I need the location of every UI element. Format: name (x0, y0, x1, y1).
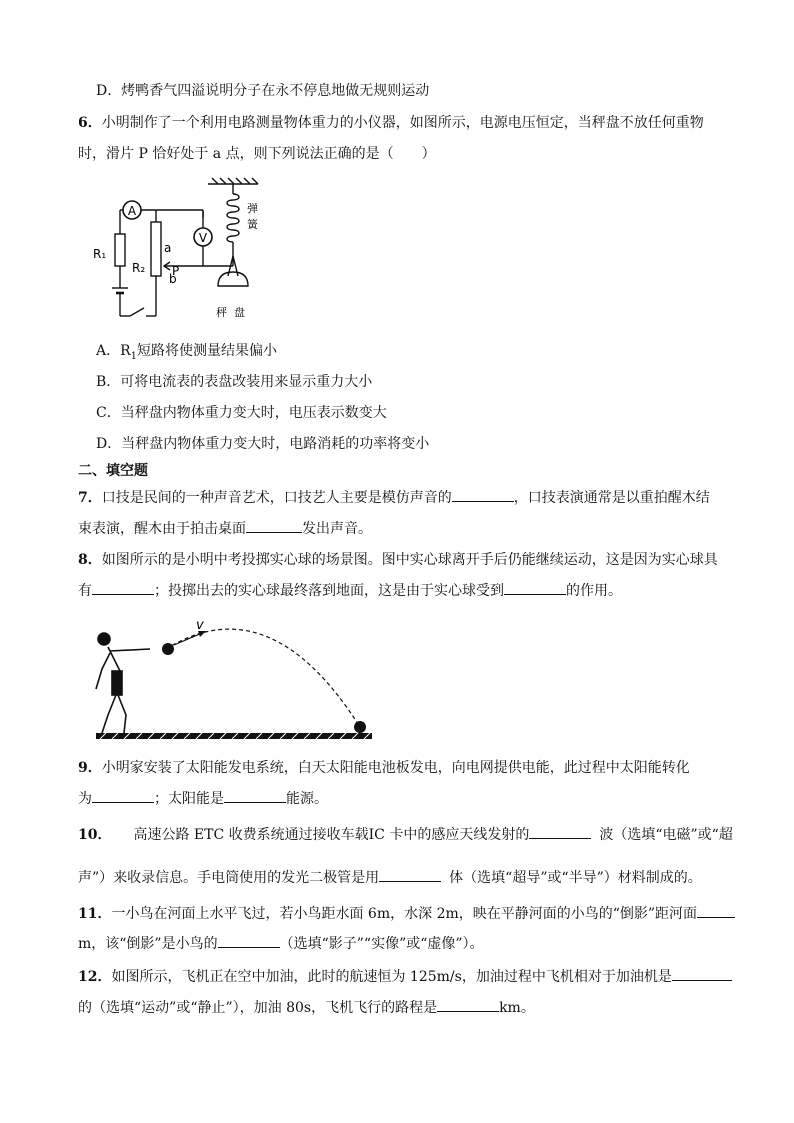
q10-line2 (78, 867, 754, 889)
q8-number: 8． (78, 552, 102, 568)
r2-label: R₂ (132, 261, 146, 275)
q7-blank-2[interactable] (246, 518, 302, 533)
q8-text-1: 如图所示的是小明中考投掷实心球的场景图。图中实心球离开手后仍能继续运动，这是因为实心球具 (101, 552, 718, 568)
voltmeter-label: V (198, 231, 208, 245)
q10-text-2: 波（选填“电磁”或“超 (599, 827, 733, 843)
q7-line1 (78, 487, 754, 509)
q6-option-a-text: 短路将使测量结果偏小 (137, 343, 278, 359)
q7-text-3: 束表演，醒木由于拍击桌面 (78, 521, 246, 537)
q7-blank-1[interactable] (452, 487, 514, 502)
q8-text-4: 的作用。 (566, 583, 622, 599)
q6-circuit-figure (90, 176, 280, 326)
q6-option-a-prefix: A．R (96, 343, 131, 359)
q9-line2 (78, 788, 754, 810)
q9-blank-2[interactable] (224, 788, 286, 803)
q5-option-d: D．烤鸭香气四溢说明分子在永不停息地做无规则运动 (96, 83, 430, 99)
ball-in-air (162, 643, 174, 655)
q10-blank-2[interactable] (379, 867, 441, 882)
q8-shot-put-figure (90, 615, 380, 747)
q8-blank-2[interactable] (504, 580, 566, 595)
q7-text-1: 口技是民间的一种声音艺术，口技艺人主要是模仿声音的 (101, 490, 452, 506)
q11-text-1: 一小鸟在河面上水平飞过，若小鸟距水面 6m，水深 2m，映在平静河面的小鸟的“倒影”距河面 (111, 906, 698, 922)
q12-number: 12． (78, 969, 112, 985)
q9-line1 (78, 757, 754, 779)
q7-line2 (78, 518, 754, 540)
q6-stem-line1 (78, 112, 754, 134)
q12-text-2: 的（选填“运动”或“静止”），加油 80s，飞机飞行的路程是 (78, 1000, 438, 1016)
q8-line1 (78, 549, 754, 571)
q9-text-1: 小明家安装了太阳能发电系统，白天太阳能电池板发电，向电网提供电能，此过程中太阳能转化 (101, 760, 690, 776)
q12-line1 (78, 966, 754, 988)
spring-label-1: 弹 (247, 202, 258, 215)
q10-line1 (78, 824, 754, 846)
spring-label-2: 簧 (247, 218, 258, 231)
q11-line1 (78, 903, 754, 925)
r1-label: R₁ (93, 247, 107, 261)
q6-option-a-sub: 1 (130, 350, 138, 362)
q6-number: 6． (78, 115, 102, 131)
point-a-label: a (164, 241, 172, 255)
slider-p-label: P (172, 264, 180, 278)
q10-text-4: 体（选填“超导”或“半导”）材料制成的。 (449, 870, 702, 886)
q9-number: 9． (78, 760, 102, 776)
q11-blank-2[interactable] (218, 933, 280, 948)
q8-text-2: 有 (78, 583, 92, 599)
pan-label-1: 秤 (216, 306, 227, 319)
q8-blank-1[interactable] (92, 580, 154, 595)
q12-text-3: km。 (499, 1000, 535, 1016)
ball-on-ground (354, 721, 366, 733)
q12-text-1: 如图所示，飞机正在空中加油，此时的航速恒为 125m/s，加油过程中飞机相对于加油机是 (111, 969, 672, 985)
q11-blank-1[interactable] (697, 903, 735, 918)
thrower-figure (96, 633, 150, 733)
q11-number: 11． (78, 906, 112, 922)
q6-option-d: D．当秤盘内物体重力变大时，电路消耗的功率将变小 (96, 436, 430, 452)
q8-line2 (78, 580, 754, 602)
section-title: 二、填空题 (78, 463, 148, 479)
q11-text-3: （选填“影子”“实像”或“虚像”）。 (279, 936, 484, 952)
q6-option-c: C．当秤盘内物体重力变大时，电压表示数变大 (96, 405, 387, 421)
q6-option-b: B．可将电流表的表盘改装用来显示重力大小 (96, 374, 373, 390)
q7-number: 7． (78, 490, 102, 506)
q10-blank-1[interactable] (529, 824, 591, 839)
q6-option-a (96, 340, 754, 368)
q6-stem-line2: 时，滑片 P 恰好处于 a 点，则下列说法正确的是（ ） (78, 146, 436, 162)
q12-blank-2[interactable] (437, 997, 499, 1012)
q9-blank-1[interactable] (92, 788, 154, 803)
q11-text-2: m，该“倒影”是小鸟的 (78, 936, 218, 952)
velocity-label: v (196, 618, 204, 633)
q10-text-3: 声”）来收录信息。手电筒使用的发光二极管是用 (78, 870, 380, 886)
q9-text-4: 能源。 (286, 791, 328, 807)
point-b-label: b (169, 272, 177, 286)
q12-blank-1[interactable] (672, 966, 732, 981)
q7-text-2: ，口技表演通常是以重拍醒木结 (513, 490, 710, 506)
q10-text-1: 高速公路 ETC 收费系统通过接收车载IC 卡中的感应天线发射的 (133, 827, 530, 843)
q11-line2 (78, 933, 754, 955)
q6-text-line1: 小明制作了一个利用电路测量物体重力的小仪器，如图所示，电源电压恒定，当秤盘不放任何重物 (101, 115, 704, 131)
pan-label-2: 盘 (234, 306, 245, 319)
q7-text-4: 发出声音。 (302, 521, 372, 537)
q9-text-2: 为 (78, 791, 92, 807)
q9-text-3: ；太阳能是 (154, 791, 224, 807)
q12-line2 (78, 997, 754, 1019)
ammeter-label: A (127, 204, 137, 218)
q8-text-3: ；投掷出去的实心球最终落到地面，这是由于实心球受到 (154, 583, 504, 599)
q10-number: 10． (78, 827, 112, 843)
